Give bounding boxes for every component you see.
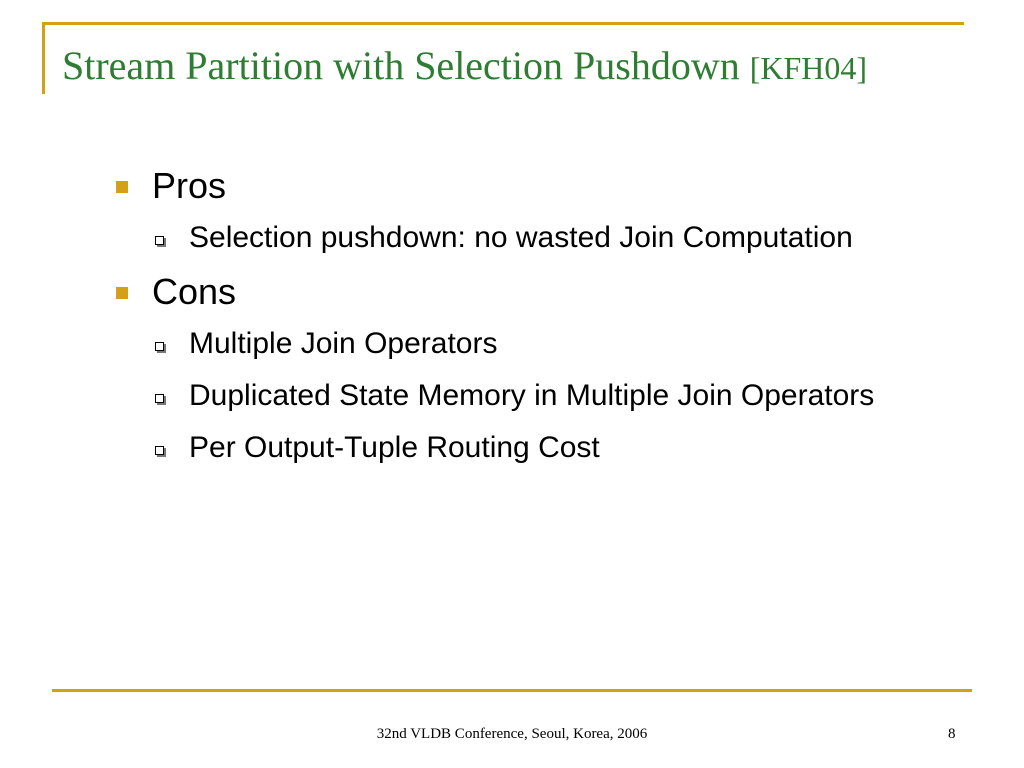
title-text: Stream Partition with Selection Pushdown	[62, 43, 750, 88]
sub-bullet-routing-cost	[112, 426, 932, 470]
hollow-square-bullet-icon	[155, 236, 164, 245]
top-rule	[42, 22, 964, 25]
slide-title	[62, 42, 867, 90]
sub-bullet-label: Per Output-Tuple Routing Cost	[189, 431, 600, 464]
sub-bullet-multiple-join-operators	[112, 322, 932, 366]
hollow-square-bullet-icon	[155, 446, 164, 455]
bullet-pros	[112, 162, 932, 210]
sub-bullet-label: Selection pushdown: no wasted Join Computation	[189, 221, 853, 254]
title-citation: [KFH04]	[749, 50, 868, 86]
sub-bullet-selection-pushdown	[112, 216, 932, 260]
bottom-rule	[52, 689, 972, 692]
bullet-cons	[112, 268, 932, 316]
footer-text: 32nd VLDB Conference, Seoul, Korea, 2006	[376, 726, 648, 742]
slide-content	[112, 162, 932, 478]
page-number: 8	[948, 726, 956, 742]
bullet-pros-label: Pros	[152, 165, 227, 206]
sub-bullet-duplicated-state-memory	[112, 374, 932, 418]
left-rule	[42, 22, 45, 94]
square-bullet-icon	[116, 181, 128, 193]
sub-bullet-label: Duplicated State Memory in Multiple Join Operators	[189, 379, 875, 412]
bullet-cons-label: Cons	[152, 271, 237, 312]
square-bullet-icon	[116, 287, 128, 299]
hollow-square-bullet-icon	[155, 394, 164, 403]
hollow-square-bullet-icon	[155, 342, 164, 351]
sub-bullet-label: Multiple Join Operators	[189, 327, 498, 360]
